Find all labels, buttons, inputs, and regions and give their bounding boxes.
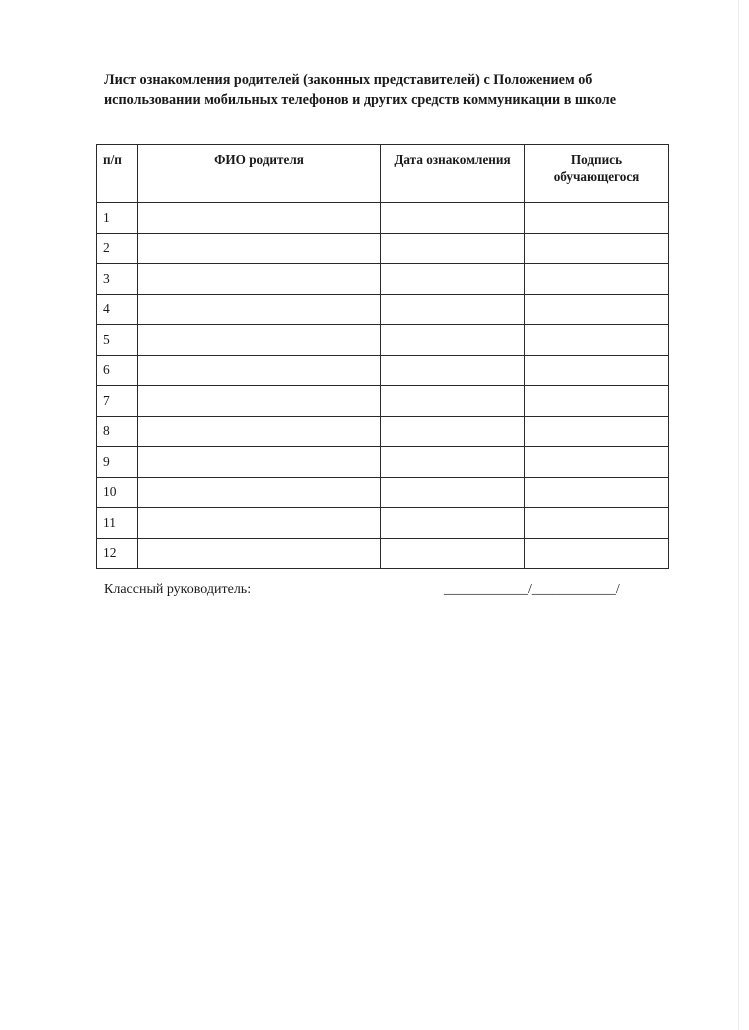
signature-cell bbox=[525, 264, 669, 295]
row-number: 2 bbox=[97, 233, 138, 264]
header-signature-line-2: обучающегося bbox=[553, 169, 640, 184]
parent-name-cell bbox=[138, 447, 381, 478]
table-row bbox=[97, 508, 669, 539]
table-body bbox=[97, 203, 669, 569]
class-teacher-label: Классный руководитель: bbox=[104, 582, 252, 597]
row-number: 10 bbox=[97, 477, 138, 508]
acknowledgement-table bbox=[96, 144, 669, 569]
table-row bbox=[97, 447, 669, 478]
date-cell bbox=[381, 203, 525, 234]
date-cell bbox=[381, 386, 525, 417]
table-row bbox=[97, 538, 669, 569]
parent-name-cell bbox=[138, 416, 381, 447]
signature-cell bbox=[525, 386, 669, 417]
row-number: 6 bbox=[97, 355, 138, 386]
parent-name-cell bbox=[138, 294, 381, 325]
table-header bbox=[97, 145, 669, 203]
document-title-line-1: Лист ознакомления родителей (законных представителей) с Положением об bbox=[104, 72, 593, 88]
parent-name-cell bbox=[138, 264, 381, 295]
parent-name-cell bbox=[138, 325, 381, 356]
row-number: 5 bbox=[97, 325, 138, 356]
table-row bbox=[97, 294, 669, 325]
row-number: 11 bbox=[97, 508, 138, 539]
signature-cell bbox=[525, 203, 669, 234]
date-cell bbox=[381, 233, 525, 264]
row-number: 9 bbox=[97, 447, 138, 478]
header-parent-name: ФИО родителя bbox=[138, 145, 381, 203]
parent-name-cell bbox=[138, 386, 381, 417]
row-number: 4 bbox=[97, 294, 138, 325]
date-cell bbox=[381, 325, 525, 356]
header-signature bbox=[525, 145, 669, 203]
row-number: 1 bbox=[97, 203, 138, 234]
date-cell bbox=[381, 355, 525, 386]
header-signature-line-1: Подпись bbox=[570, 152, 623, 167]
signature-cell bbox=[525, 538, 669, 569]
header-number: п/п bbox=[97, 145, 138, 203]
date-cell bbox=[381, 447, 525, 478]
document-title bbox=[104, 70, 664, 110]
signature-cell bbox=[525, 477, 669, 508]
table-row bbox=[97, 355, 669, 386]
row-number: 12 bbox=[97, 538, 138, 569]
table-row bbox=[97, 477, 669, 508]
header-row bbox=[97, 145, 669, 203]
date-cell bbox=[381, 508, 525, 539]
row-number: 7 bbox=[97, 386, 138, 417]
parent-name-cell bbox=[138, 233, 381, 264]
parent-name-cell bbox=[138, 508, 381, 539]
signature-cell bbox=[525, 233, 669, 264]
signature-cell bbox=[525, 325, 669, 356]
document-title-line-2: использовании мобильных телефонов и других средств коммуникации в школе bbox=[104, 92, 617, 108]
parent-name-cell bbox=[138, 477, 381, 508]
row-number: 3 bbox=[97, 264, 138, 295]
page-edge bbox=[738, 0, 739, 1030]
table-row bbox=[97, 264, 669, 295]
date-cell bbox=[381, 264, 525, 295]
table-row bbox=[97, 233, 669, 264]
signature-cell bbox=[525, 416, 669, 447]
table-row bbox=[97, 203, 669, 234]
date-cell bbox=[381, 416, 525, 447]
table-row bbox=[97, 325, 669, 356]
signature-cell bbox=[525, 355, 669, 386]
signature-cell bbox=[525, 447, 669, 478]
date-cell bbox=[381, 477, 525, 508]
parent-name-cell bbox=[138, 355, 381, 386]
header-date: Дата ознакомления bbox=[381, 145, 525, 203]
table-row bbox=[97, 386, 669, 417]
date-cell bbox=[381, 294, 525, 325]
signature-cell bbox=[525, 508, 669, 539]
date-cell bbox=[381, 538, 525, 569]
signature-blanks: ____________/____________/ bbox=[444, 582, 620, 597]
parent-name-cell bbox=[138, 538, 381, 569]
signature-cell bbox=[525, 294, 669, 325]
parent-name-cell bbox=[138, 203, 381, 234]
table-row bbox=[97, 416, 669, 447]
row-number: 8 bbox=[97, 416, 138, 447]
